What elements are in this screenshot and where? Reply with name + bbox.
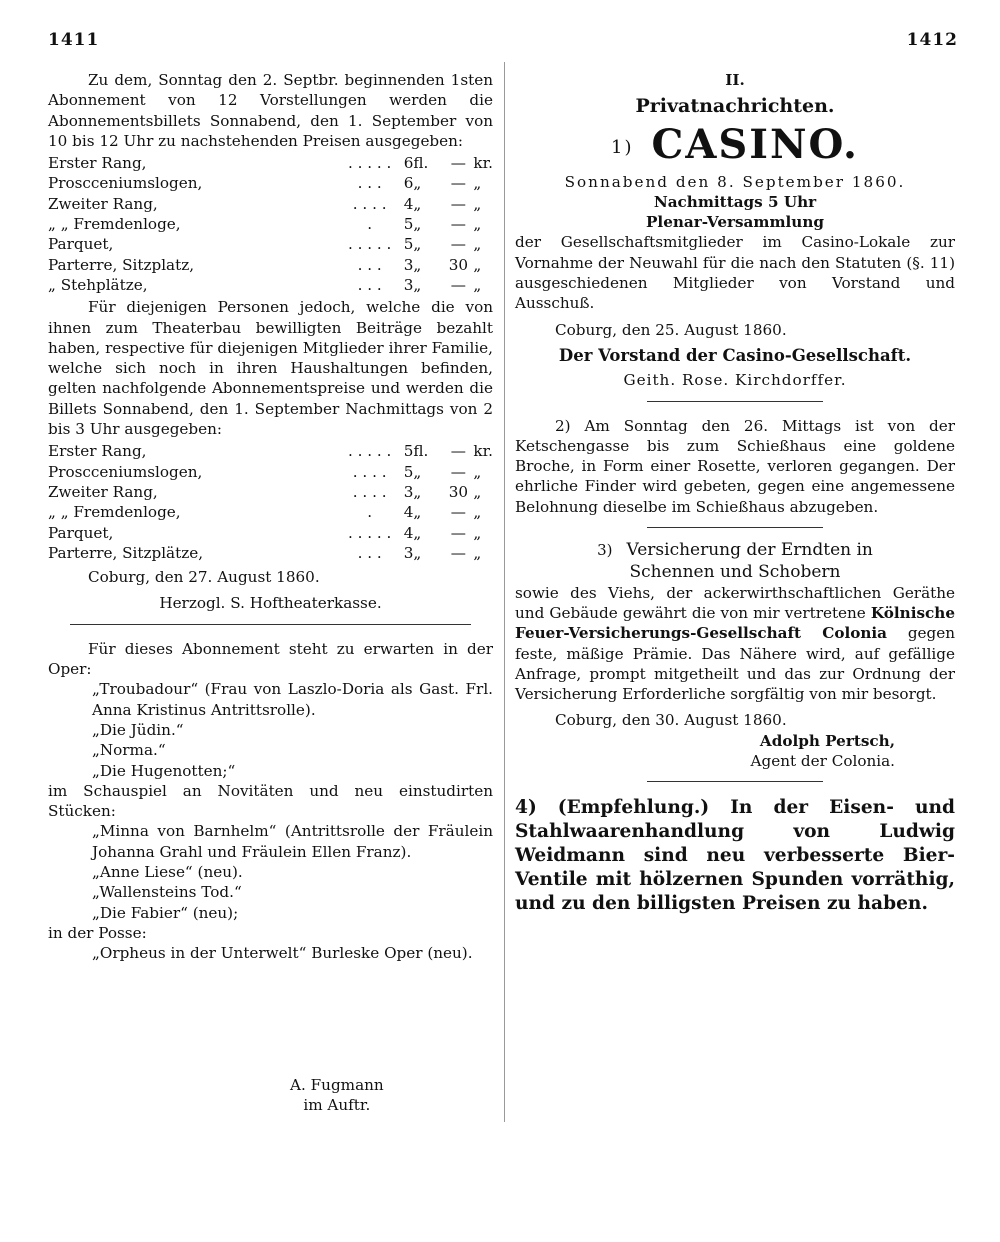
price-label: Zweiter Rang,: [48, 194, 158, 213]
price-label: „ „ Fremdenloge,: [48, 215, 181, 234]
ad1-text: der Gesellschaftsmitglieder im Casino-Lokale zur Vornahme der Neuwahl für die nach den Statuten (§. 11) ausgeschiedenen Mitglieder von Vorstand und Ausschuß.: [515, 233, 955, 313]
price-kreuzer: —: [450, 174, 466, 193]
price-unit: „: [413, 462, 422, 481]
play-item: „Anne Liese“ (neu).: [92, 862, 243, 881]
price-amount: 5: [403, 462, 414, 481]
price-label: „ „ Fremdenloge,: [48, 503, 181, 522]
price-label: Zweiter Rang,: [48, 482, 158, 501]
theater-signature: Herzogl. S. Hoftheaterkasse.: [159, 594, 382, 613]
price-amount: 3: [403, 275, 414, 294]
play-item: „Die Fabier“ (neu);: [92, 903, 239, 922]
members-paragraph: Für diejenigen Personen jedoch, welche die von ihnen zum Theaterbau bewilligten Beiträge bezahlt haben, respective für diejenigen Mitglieder ihrer Familie, welche sich noch in ihren Haushaltungen befinden, gelten nachfolgende Abonnementspreise und werden die Billets Sonnabend, den 1. September Nachmittags von 2 bis 3 Uhr ausgegeben:: [48, 298, 493, 439]
date-line: Coburg, den 27. August 1860.: [88, 568, 320, 587]
ad4-text: 4) (Empfehlung.) In der Eisen- und Stahlwaarenhandlung von Ludwig Weidmann sind neu verbesserte Bier-Ventile mit hölzernen Spunden vorräthig, und zu den billigsten Preisen zu haben.: [515, 797, 955, 915]
opera-list: [48, 679, 493, 780]
ad3-text: [515, 583, 955, 705]
ad3-title: [515, 540, 955, 560]
price-unit2: „: [473, 235, 482, 254]
price-unit: „: [413, 275, 422, 294]
price-amount: 3: [403, 482, 414, 501]
price-kreuzer: —: [450, 523, 466, 542]
play-item: „Minna von Barnhelm“ (Antrittsrolle der Fräulein Johanna Grahl und Fräulein Ellen Franz).: [92, 822, 493, 861]
price-row: [48, 214, 493, 234]
opera-item: „Troubadour“ (Frau von Laszlo-Doria als Gast. Frl. Anna Kristinus Antrittsrolle).: [92, 680, 493, 719]
price-unit: „: [413, 482, 422, 501]
price-row: [48, 543, 493, 563]
price-dots: . . . . .: [347, 523, 392, 542]
posse-item: „Orpheus in der Unterwelt“ Burleske Oper (neu).: [92, 944, 473, 963]
play-intro: im Schauspiel an Novitäten und neu einstudirten Stücken:: [48, 781, 493, 821]
price-unit2: „: [473, 174, 482, 193]
price-amount: 5: [403, 235, 414, 254]
price-unit2: „: [473, 482, 482, 501]
price-label: Parquet,: [48, 523, 114, 542]
section-title: Privatnachrichten.: [635, 95, 835, 118]
price-amount: 4: [403, 194, 414, 213]
price-amount: 5: [403, 215, 414, 234]
price-row: [48, 482, 493, 502]
price-dots: . . . .: [352, 462, 387, 481]
right-column: [515, 70, 955, 916]
price-dots: .: [367, 215, 373, 234]
price-unit2: „: [473, 255, 482, 274]
price-dots: . . . . .: [347, 235, 392, 254]
price-unit: „: [413, 523, 422, 542]
price-kreuzer: —: [450, 543, 466, 562]
price-unit2: „: [473, 503, 482, 522]
ad1-marker: 1): [611, 136, 634, 158]
price-unit: „: [413, 235, 422, 254]
price-label: Erster Rang,: [48, 442, 147, 461]
divider-rule: [70, 624, 471, 625]
price-unit2: „: [473, 543, 482, 562]
price-label: Proscceniumslogen,: [48, 174, 203, 193]
price-unit: „: [413, 503, 422, 522]
price-unit: „: [413, 215, 422, 234]
price-kreuzer: —: [450, 154, 466, 173]
ad3-company: Kölnische Feuer-Versicherungs-Gesellschaft Colonia: [515, 603, 956, 643]
price-unit2: „: [473, 523, 482, 542]
ad3-sign-role: Agent der Colonia.: [750, 752, 895, 771]
author-role: im Auftr.: [303, 1096, 371, 1115]
page-number-left: 1411: [48, 30, 100, 50]
price-dots: . . . . .: [347, 154, 392, 173]
column-divider: [504, 62, 505, 1122]
price-dots: . . .: [357, 275, 382, 294]
opera-item: „Die Jüdin.“: [92, 720, 184, 739]
price-unit: „: [413, 543, 422, 562]
ad3-title-line2: Schennen und Schobern: [629, 562, 841, 583]
price-row: [48, 502, 493, 522]
price-row: [48, 173, 493, 193]
price-dots: . . . . .: [347, 442, 392, 461]
price-unit2: „: [473, 215, 482, 234]
ad1-date: Sonnabend den 8. September 1860.: [564, 172, 906, 191]
price-row: [48, 234, 493, 254]
ad3-sign-name: Adolph Pertsch,: [759, 731, 895, 750]
price-unit: fl.: [413, 154, 429, 173]
price-kreuzer: 30: [448, 482, 469, 501]
price-table-regular: [48, 153, 493, 295]
left-column: [48, 70, 493, 963]
price-unit2: „: [473, 194, 482, 213]
divider-rule: [647, 401, 823, 402]
price-kreuzer: —: [450, 215, 466, 234]
casino-heading: [515, 121, 955, 172]
price-row: [48, 194, 493, 214]
price-dots: . . . .: [352, 194, 387, 213]
ad3-date-line: Coburg, den 30. August 1860.: [555, 711, 787, 730]
play-list: [48, 821, 493, 922]
ad3-text-b: gegen feste, mäßige Prämie. Das Nähere wird, auf gefällige Anfrage, prompt mitgetheilt und das zur Ordnung der Versicherung Erforderliche sorgfältig von mir besorgt.: [515, 624, 956, 704]
price-amount: 3: [403, 543, 414, 562]
price-amount: 3: [403, 255, 414, 274]
price-kreuzer: —: [450, 442, 466, 461]
author-block: [290, 1075, 384, 1116]
casino-title: CASINO.: [651, 120, 859, 168]
price-table-members: [48, 441, 493, 563]
price-dots: . . .: [357, 174, 382, 193]
ad1-names: Geith. Rose. Kirchdorffer.: [623, 371, 847, 390]
abonnement-intro: Zu dem, Sonntag den 2. Septbr. beginnenden 1sten Abonnement von 12 Vorstellungen werden die Abonnementsbillets Sonnabend, den 1. September von 10 bis 12 Uhr zu nachstehenden Preisen ausgegeben:: [48, 71, 493, 150]
price-unit2: „: [473, 275, 482, 294]
expect-intro: Für dieses Abonnement steht zu erwarten in der Oper:: [48, 639, 493, 679]
price-row: [48, 255, 493, 275]
ad3-title-line1: Versicherung der Erndten in: [626, 540, 873, 561]
price-amount: 6: [403, 154, 414, 173]
divider-rule: [647, 781, 823, 782]
price-label: Erster Rang,: [48, 154, 147, 173]
ad2-text: 2) Am Sonntag den 26. Mittags ist von der Ketschengasse bis zum Schießhaus eine goldene Broche, in Form einer Rosette, verloren gegangen. Der ehrliche Finder wird gebeten, gegen eine angemessene Belohnung dieselbe im Schießhaus abzugeben.: [515, 416, 955, 516]
ad1-board: Der Vorstand der Casino-Gesellschaft.: [558, 345, 912, 365]
price-row: [48, 523, 493, 543]
price-unit: „: [413, 255, 422, 274]
price-dots: . . .: [357, 255, 382, 274]
ad1-heading: Plenar-Versammlung: [646, 213, 824, 232]
price-row: [48, 153, 493, 173]
price-kreuzer: —: [450, 462, 466, 481]
price-unit2: „: [473, 462, 482, 481]
divider-rule: [647, 527, 823, 528]
price-kreuzer: 30: [448, 255, 469, 274]
price-amount: 4: [403, 523, 414, 542]
price-dots: . . . .: [352, 482, 387, 501]
price-label: Proscceniumslogen,: [48, 462, 203, 481]
price-unit2: kr.: [473, 442, 493, 461]
price-row: [48, 441, 493, 461]
price-amount: 5: [403, 442, 414, 461]
price-amount: 6: [403, 174, 414, 193]
section-number: II.: [725, 71, 745, 89]
price-kreuzer: —: [450, 503, 466, 522]
play-item: „Wallensteins Tod.“: [92, 883, 242, 902]
price-unit: fl.: [413, 442, 429, 461]
price-label: Parquet,: [48, 235, 114, 254]
price-amount: 4: [403, 503, 414, 522]
posse-intro: in der Posse:: [48, 923, 147, 942]
page-number-right: 1412: [906, 30, 958, 50]
price-label: Parterre, Sitzplatz,: [48, 255, 195, 274]
price-kreuzer: —: [450, 235, 466, 254]
price-unit: „: [413, 174, 422, 193]
ad3-marker: 3): [597, 541, 613, 560]
author-name: A. Fugmann: [290, 1076, 384, 1094]
price-label: „ Stehplätze,: [48, 275, 148, 294]
price-kreuzer: —: [450, 194, 466, 213]
price-row: [48, 462, 493, 482]
price-kreuzer: —: [450, 275, 466, 294]
opera-item: „Norma.“: [92, 741, 166, 760]
price-unit: „: [413, 194, 422, 213]
price-unit2: kr.: [473, 154, 493, 173]
ad1-date-line: Coburg, den 25. August 1860.: [555, 320, 787, 339]
ad1-time: Nachmittags 5 Uhr: [653, 192, 817, 211]
opera-item: „Die Hugenotten;“: [92, 761, 236, 780]
price-row: [48, 275, 493, 295]
price-label: Parterre, Sitzplätze,: [48, 543, 204, 562]
ad3-text-a: sowie des Viehs, der ackerwirthschaftlichen Geräthe und Gebäude gewährt die von mir vertretene: [515, 583, 955, 622]
price-dots: .: [367, 503, 373, 522]
price-dots: . . .: [357, 543, 382, 562]
